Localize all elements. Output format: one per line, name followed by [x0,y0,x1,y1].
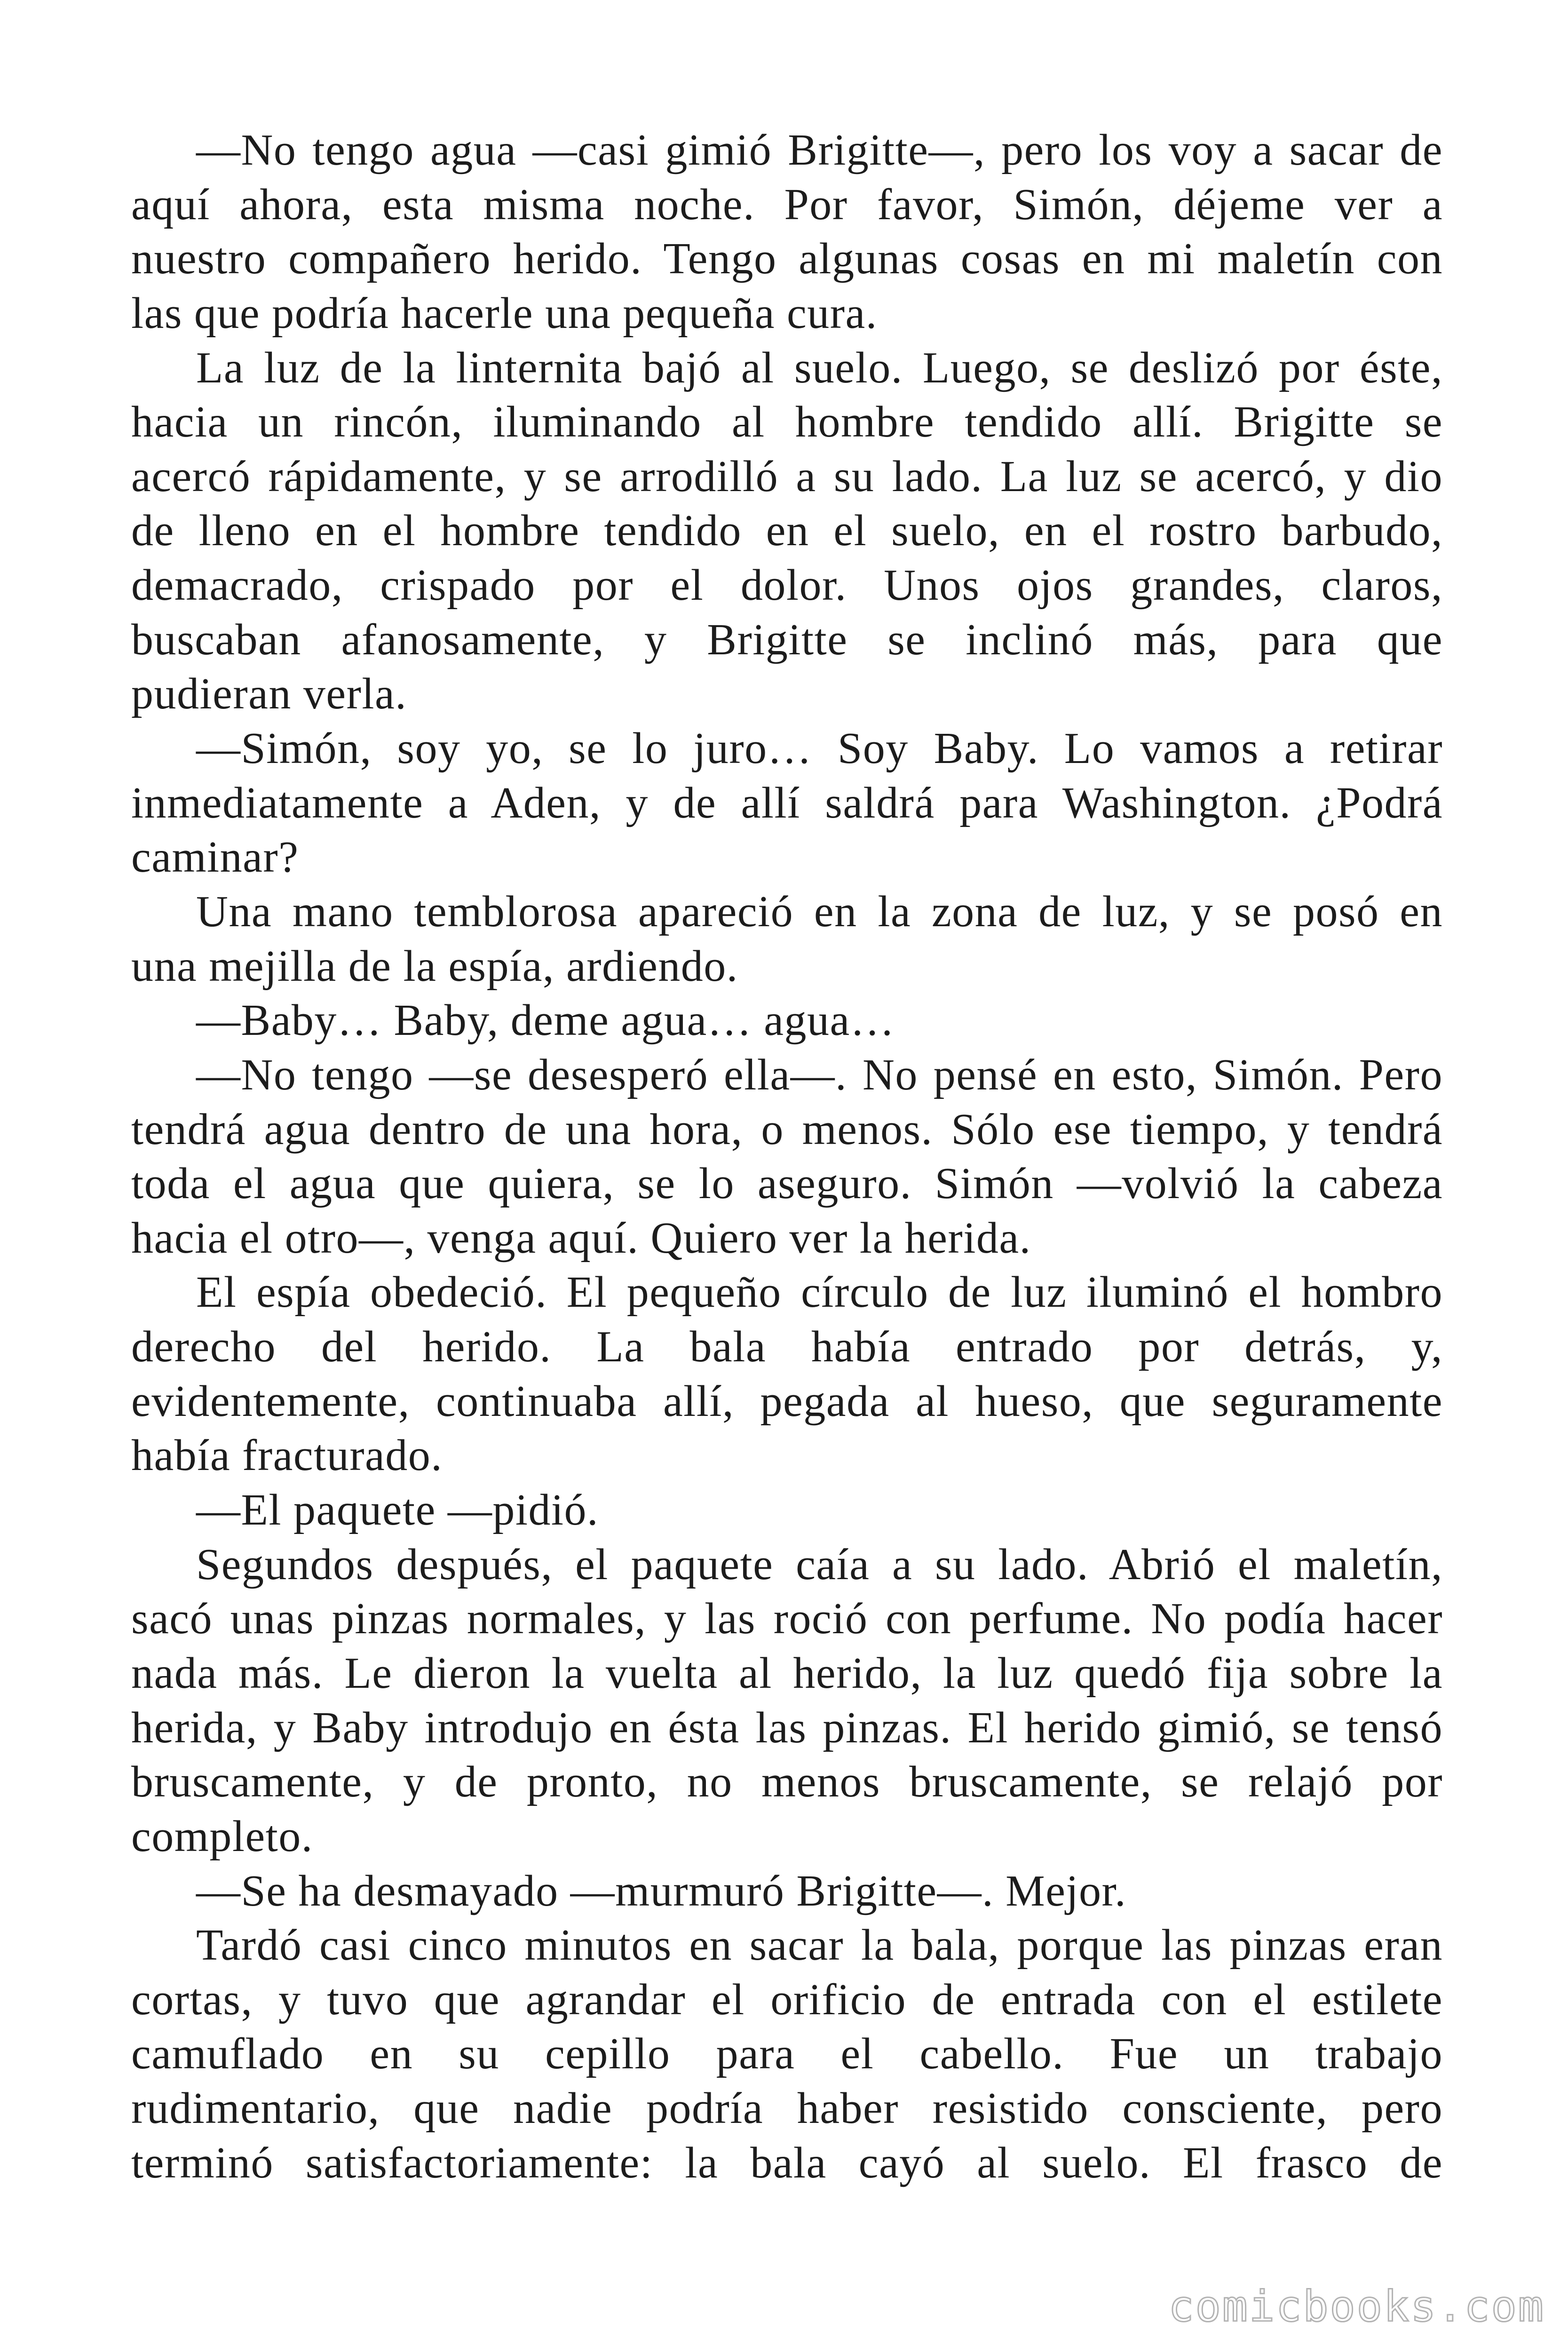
paragraph [131,1265,1443,1483]
text-line: herida, y Baby introdujo en ésta las pinzas. El herido gimió, se tensó [131,1703,1443,1752]
paragraph [131,1048,1443,1266]
paragraph [131,885,1443,993]
text-line: una mejilla de la espía, ardiendo. [131,941,738,991]
paragraph [131,1483,1443,1538]
text-line: hacia un rincón, iluminando al hombre tendido allí. Brigitte se [131,397,1443,447]
text-line: buscaban afanosamente, y Brigitte se inclinó más, para que [131,615,1443,664]
text-line: —El paquete —pidió. [196,1486,599,1535]
text-line: acercó rápidamente, y se arrodilló a su lado. La luz se acercó, y dio [131,452,1443,501]
watermark: comicbooks.com [1168,2282,1545,2331]
text-line: hacia el otro—, venga aquí. Quiero ver la herida. [131,1213,1031,1263]
paragraph [131,1918,1443,2190]
paragraph [131,1864,1443,1919]
text-line: —No tengo agua —casi gimió Brigitte—, pero los voy a sacar de [196,126,1443,175]
text-line: tendrá agua dentro de una hora, o menos. Sólo ese tiempo, y tendrá [131,1104,1443,1154]
text-line: —Se ha desmayado —murmuró Brigitte—. Mejor. [196,1866,1127,1915]
text-line: La luz de la linternita bajó al suelo. Luego, se deslizó por éste, [196,343,1443,392]
text-line: caminar? [131,833,299,882]
text-line: sacó unas pinzas normales, y las roció con perfume. No podía hacer [131,1594,1443,1644]
text-line: Segundos después, el paquete caía a su lado. Abrió el maletín, [196,1540,1443,1589]
paragraph [131,341,1443,722]
text-line: terminó satisfactoriamente: la bala cayó al suelo. El frasco de [131,2138,1443,2187]
text-line: Una mano temblorosa apareció en la zona de luz, y se posó en [196,887,1443,936]
text-line: bruscamente, y de pronto, no menos bruscamente, se relajó por [131,1757,1443,1807]
text-line: —Simón, soy yo, se lo juro… Soy Baby. Lo vamos a retirar [196,724,1443,773]
text-line: las que podría hacerle una pequeña cura. [131,288,878,338]
text-line: nuestro compañero herido. Tengo algunas cosas en mi maletín con [131,234,1443,284]
body-text [131,123,1443,2190]
text-line: nada más. Le dieron la vuelta al herido, la luz quedó fija sobre la [131,1648,1443,1698]
text-line: El espía obedeció. El pequeño círculo de luz iluminó el hombro [196,1268,1443,1317]
text-line: camuflado en su cepillo para el cabello. Fue un trabajo [131,2029,1443,2079]
text-line: pudieran verla. [131,669,407,719]
paragraph [131,123,1443,341]
text-line: —No tengo —se desesperó ella—. No pensé en esto, Simón. Pero [196,1050,1443,1099]
paragraph [131,993,1443,1048]
text-line: rudimentario, que nadie podría haber resistido consciente, pero [131,2084,1443,2133]
text-line: derecho del herido. La bala había entrado por detrás, y, [131,1322,1443,1372]
text-line: demacrado, crispado por el dolor. Unos ojos grandes, claros, [131,561,1443,610]
text-line: evidentemente, continuaba allí, pegada al hueso, que seguramente [131,1376,1443,1426]
text-line: Tardó casi cinco minutos en sacar la bala, porque las pinzas eran [196,1921,1443,1970]
text-line: —Baby… Baby, deme agua… agua… [196,996,895,1045]
paragraph [131,722,1443,885]
text-line: aquí ahora, esta misma noche. Por favor, Simón, déjeme ver a [131,180,1443,229]
text-line: de lleno en el hombre tendido en el suelo, en el rostro barbudo, [131,506,1443,556]
text-line: toda el agua que quiera, se lo aseguro. Simón —volvió la cabeza [131,1159,1443,1208]
text-line: completo. [131,1812,313,1861]
text-line: inmediatamente a Aden, y de allí saldrá para Washington. ¿Podrá [131,778,1443,827]
text-line: había fracturado. [131,1431,443,1480]
paragraph [131,1538,1443,1864]
text-line: cortas, y tuvo que agrandar el orificio de entrada con el estilete [131,1975,1443,2024]
